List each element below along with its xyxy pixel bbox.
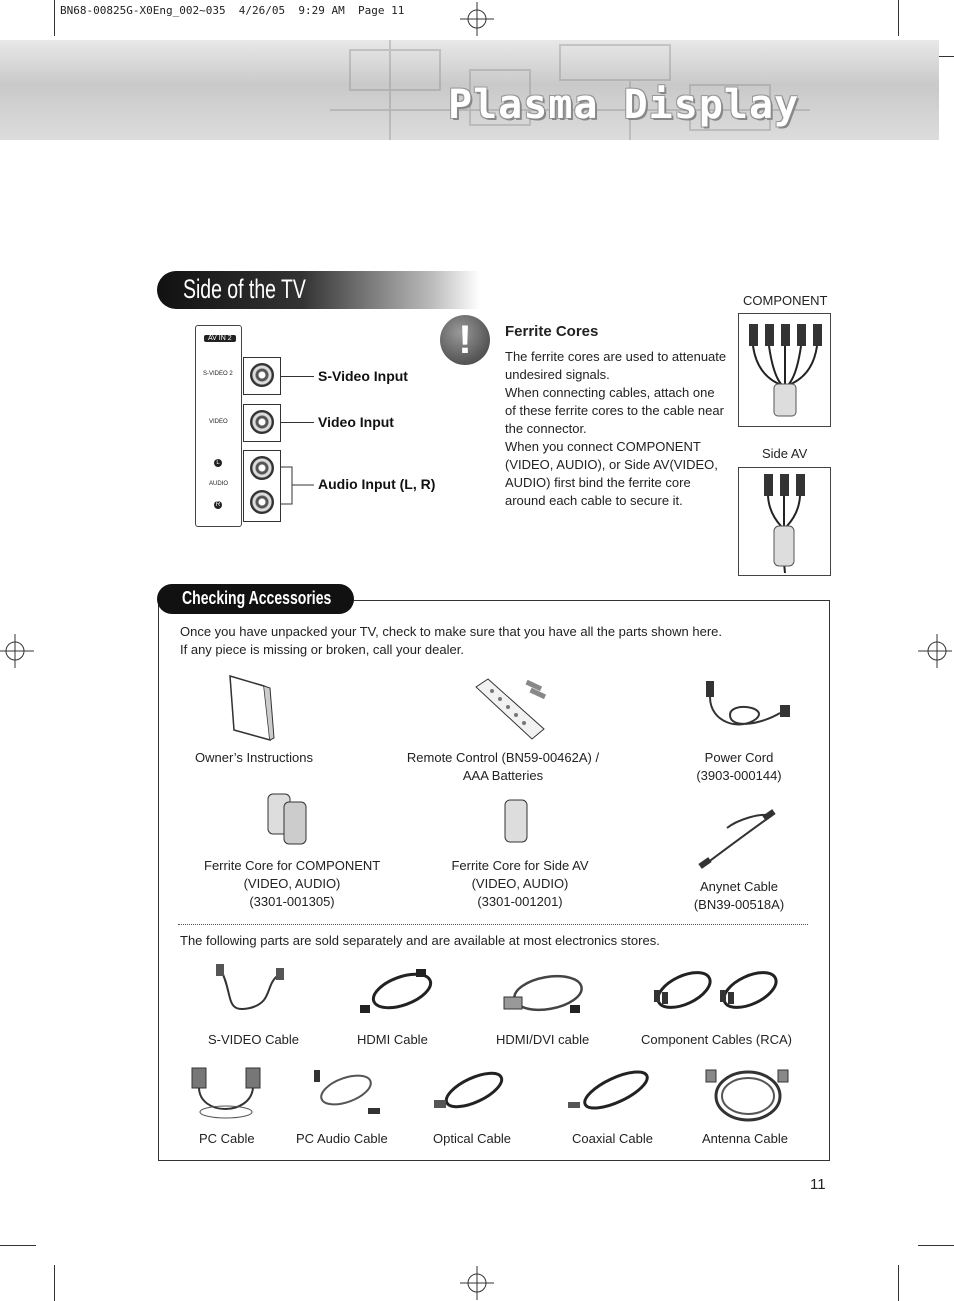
remote-control-caption-1: Remote Control (BN59-00462A) / xyxy=(406,750,600,765)
registration-mark xyxy=(460,1266,494,1300)
section-title: Side of the TV xyxy=(183,274,306,304)
svideo-jack xyxy=(250,363,274,387)
exclamation-icon: ! xyxy=(440,315,490,365)
ferrite-line: AUDIO) first bind the ferrite core xyxy=(505,475,691,490)
svideo-label: S-VIDEO 2 xyxy=(203,371,233,377)
component-cables-caption: Component Cables (RCA) xyxy=(641,1032,793,1047)
crop-mark xyxy=(898,0,899,36)
ferrite-component-caption-1: Ferrite Core for COMPONENT xyxy=(204,858,381,873)
svideo-jack-box xyxy=(243,357,281,395)
remote-control-image xyxy=(472,677,552,743)
ferrite-core-side-av-image xyxy=(502,797,530,845)
dotted-divider xyxy=(178,924,808,925)
ferrite-side-caption-2: (VIDEO, AUDIO) xyxy=(471,876,569,891)
power-cord-caption-2: (3903-000144) xyxy=(696,768,782,783)
ferrite-side-caption-1: Ferrite Core for Side AV xyxy=(451,858,589,873)
svideo-cable-image xyxy=(214,964,286,1022)
antenna-cable-caption: Antenna Cable xyxy=(702,1131,789,1146)
crop-mark xyxy=(918,1245,954,1246)
hdmi-cable-caption: HDMI Cable xyxy=(357,1032,428,1047)
ferrite-component-caption-3: (3301-001305) xyxy=(249,894,335,909)
audio-jack-box xyxy=(243,450,281,522)
remote-control-caption-2: AAA Batteries xyxy=(462,768,544,783)
av-in-label: AV IN 2 xyxy=(204,335,236,342)
callout-line xyxy=(280,376,314,377)
registration-mark xyxy=(0,634,34,668)
video-jack-box xyxy=(243,404,281,442)
side-av-ferrite-image xyxy=(738,467,831,576)
crop-mark xyxy=(54,1265,55,1301)
hdmi-dvi-cable-image xyxy=(500,967,592,1021)
owners-instructions-caption: Owner’s Instructions xyxy=(195,750,314,765)
ferrite-line: of these ferrite cores to the cable near xyxy=(505,403,724,418)
ferrite-line: When connecting cables, attach one xyxy=(505,385,715,400)
ferrite-side-caption-3: (3301-001201) xyxy=(477,894,563,909)
video-jack xyxy=(250,410,274,434)
side-panel-diagram xyxy=(195,325,242,527)
registration-mark xyxy=(918,634,952,668)
power-cord-caption-1: Power Cord xyxy=(704,750,774,765)
svideo-input-label: S-Video Input xyxy=(318,368,408,384)
section-tab-accessories xyxy=(157,584,354,614)
ferrite-line: around each cable to secure it. xyxy=(505,493,683,508)
crop-mark xyxy=(898,1265,899,1301)
optical-cable-image xyxy=(430,1068,512,1120)
component-ferrite-image xyxy=(738,313,831,427)
page-number: 11 xyxy=(810,1176,826,1193)
power-cord-image xyxy=(700,679,796,733)
coaxial-cable-caption: Coaxial Cable xyxy=(572,1131,653,1146)
svideo-cable-caption: S-VIDEO Cable xyxy=(208,1032,300,1047)
crop-mark xyxy=(0,1245,36,1246)
video-input-label: Video Input xyxy=(318,414,394,430)
video-label: VIDEO xyxy=(209,419,228,425)
callout-bracket xyxy=(280,466,316,506)
optical-cable-caption: Optical Cable xyxy=(433,1131,512,1146)
registration-mark xyxy=(460,2,494,36)
left-marker: L xyxy=(214,459,222,467)
manual-image xyxy=(226,674,274,742)
accessories-title: Checking Accessories xyxy=(182,588,332,608)
hdmi-cable-image xyxy=(356,967,438,1021)
right-marker: R xyxy=(215,502,221,508)
antenna-cable-image xyxy=(704,1064,790,1126)
ferrite-cores-text xyxy=(505,348,730,510)
audio-r-jack xyxy=(250,490,274,514)
pc-audio-cable-caption: PC Audio Cable xyxy=(296,1131,388,1146)
accessories-intro-line: Once you have unpacked your TV, check to make sure that you have all the parts shown here. xyxy=(180,624,722,639)
component-cables-image xyxy=(650,960,784,1018)
hdmi-dvi-cable-caption: HDMI/DVI cable xyxy=(496,1032,590,1047)
sold-separately-note: The following parts are sold separately and are available at most electronics stores. xyxy=(180,933,660,948)
header-banner xyxy=(0,40,939,140)
ferrite-line: undesired signals. xyxy=(505,367,610,382)
audio-l-jack xyxy=(250,456,274,480)
crop-mark xyxy=(54,0,55,36)
ferrite-cores-title: Ferrite Cores xyxy=(505,323,599,340)
audio-label: AUDIO xyxy=(209,481,229,487)
ferrite-line: When you connect COMPONENT xyxy=(505,439,701,454)
callout-line xyxy=(280,422,314,423)
ferrite-line: The ferrite cores are used to attenuate xyxy=(505,349,727,364)
anynet-caption-2: (BN39-00518A) xyxy=(693,897,785,912)
pc-audio-cable-image xyxy=(310,1068,384,1120)
accessories-intro-line: If any piece is missing or broken, call your dealer. xyxy=(180,642,464,657)
pc-cable-image xyxy=(190,1066,262,1124)
pc-cable-caption: PC Cable xyxy=(199,1131,255,1146)
component-label: COMPONENT xyxy=(743,293,828,308)
anynet-caption-1: Anynet Cable xyxy=(699,879,779,894)
ferrite-line: (VIDEO, AUDIO), or Side AV(VIDEO, xyxy=(505,457,718,472)
ferrite-core-component-image xyxy=(266,790,314,848)
print-header: BN68-00825G-X0Eng_002~035 4/26/05 9:29 AM Page 11 xyxy=(60,4,405,17)
page-title: Plasma Display xyxy=(448,82,800,128)
coaxial-cable-image xyxy=(566,1068,656,1120)
section-tab-side-of-tv xyxy=(157,271,480,309)
anynet-cable-image xyxy=(697,808,777,870)
ferrite-line: the connector. xyxy=(505,421,587,436)
ferrite-component-caption-2: (VIDEO, AUDIO) xyxy=(243,876,341,891)
audio-input-label: Audio Input (L, R) xyxy=(318,476,436,492)
side-av-label: Side AV xyxy=(762,446,808,461)
